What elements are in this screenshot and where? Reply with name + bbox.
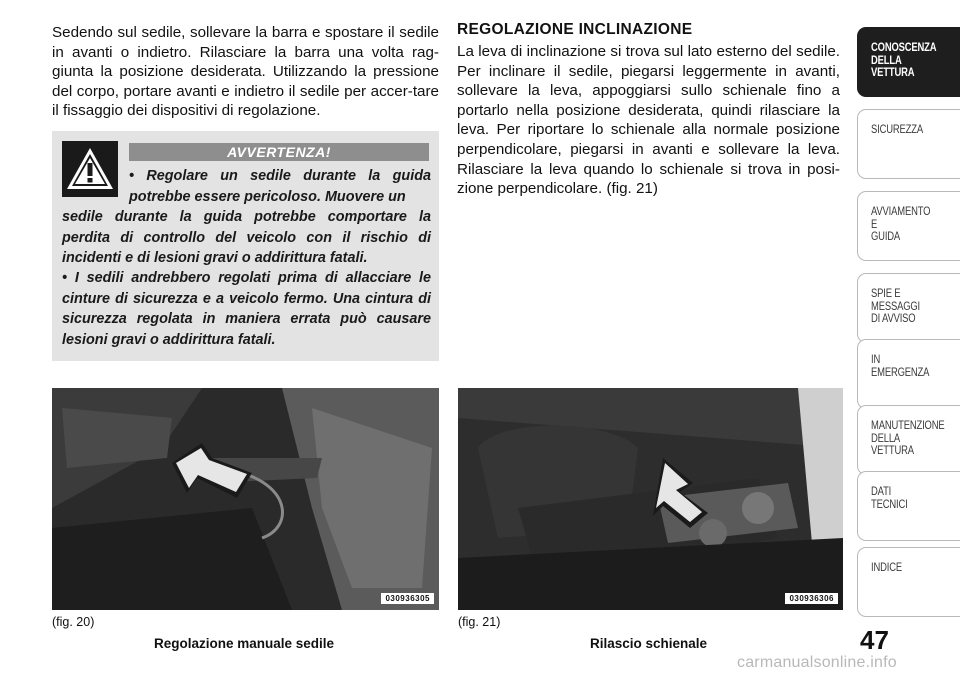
tab-label: CONOSCENZA DELLA VETTURA xyxy=(871,42,937,79)
tab-indice[interactable] xyxy=(857,547,960,617)
tab-spie-messaggi[interactable] xyxy=(857,273,960,343)
watermark: carmanualsonline.info xyxy=(737,654,897,671)
figure-20-caption: Regolazione manuale sedile xyxy=(154,636,335,651)
figure-code: 030936305 xyxy=(381,593,434,604)
tab-avviamento-guida[interactable] xyxy=(857,191,960,261)
tab-in-emergenza[interactable] xyxy=(857,339,960,409)
tab-label: AVVIAMENTO E GUIDA xyxy=(871,206,931,243)
figure-21-seat-photo xyxy=(458,388,843,610)
warning-title: AVVERTENZA! xyxy=(129,143,429,161)
figure-20-seat-photo xyxy=(52,388,439,610)
warning-bullet-1-rest: sedile durante la guida potrebbe comportare la perdita di controllo del veicolo con il rischio di incidenti e di lesioni gravi o addirittura fatali. xyxy=(62,209,431,266)
figure-21-caption: Rilascio schienale xyxy=(590,636,708,651)
recline-lever-illustration xyxy=(458,388,843,610)
warning-bullet-2: • I sedili andrebbero regolati prima di allacciare le cinture di sicurezza e a veicolo fermo. Una cintura di sicurezza regolata in maniera errata può causare lesioni gravi o addirittura fatali. xyxy=(62,270,431,348)
warning-bullet-1-start: • Regolare un sedile durante la guida potrebbe essere pericoloso. Muovere un xyxy=(129,168,431,205)
tab-sicurezza[interactable] xyxy=(857,109,960,179)
section-paragraph: La leva di inclinazione si trova sul lato esterno del sedile. Per inclinare il sedile, piegarsi leggermente in avanti, sollevare la leva, appoggiarsi sullo schienale fino a portarlo nella posizione desiderata, quindi rilasciare la leva. Per riportare lo schienale alla normale posizione perpendicolare, piegarsi in avanti e sollevare la leva. Rilasciare la leva quando lo schienale si trova in posi-zione perpendicolare. (fig. 21) xyxy=(457,43,840,198)
warning-triangle-icon xyxy=(62,141,118,197)
tab-manutenzione-vettura[interactable] xyxy=(857,405,960,475)
tab-dati-tecnici[interactable] xyxy=(857,471,960,541)
tab-label: INDICE xyxy=(871,562,902,574)
tab-label: DATI TECNICI xyxy=(871,486,908,511)
warning-box xyxy=(52,131,439,361)
figure-21-number: (fig. 21) xyxy=(458,615,501,629)
section-heading: REGOLAZIONE INCLINAZIONE xyxy=(457,21,693,38)
tab-label: SICUREZZA xyxy=(871,124,923,136)
page-number: 47 xyxy=(860,625,889,655)
seat-adjust-illustration xyxy=(52,388,439,610)
tab-label: MANUTENZIONE DELLA VETTURA xyxy=(871,420,945,457)
tab-conoscenza-vettura[interactable] xyxy=(857,27,960,97)
tab-label: IN EMERGENZA xyxy=(871,354,930,379)
figure-code: 030936306 xyxy=(785,593,838,604)
intro-paragraph: Sedendo sul sedile, sollevare la barra e spostare il sedile in avanti o indietro. Rilasciare la barra una volta rag-giunta la posizione desiderata. Utilizzando la pressione del corpo, portare avanti e indietro il sedile per accer-tare il fissaggio dei dispositivi di regolazione. xyxy=(52,24,439,120)
tab-label: SPIE E MESSAGGI DI AVVISO xyxy=(871,288,920,325)
figure-20-number: (fig. 20) xyxy=(52,615,95,629)
